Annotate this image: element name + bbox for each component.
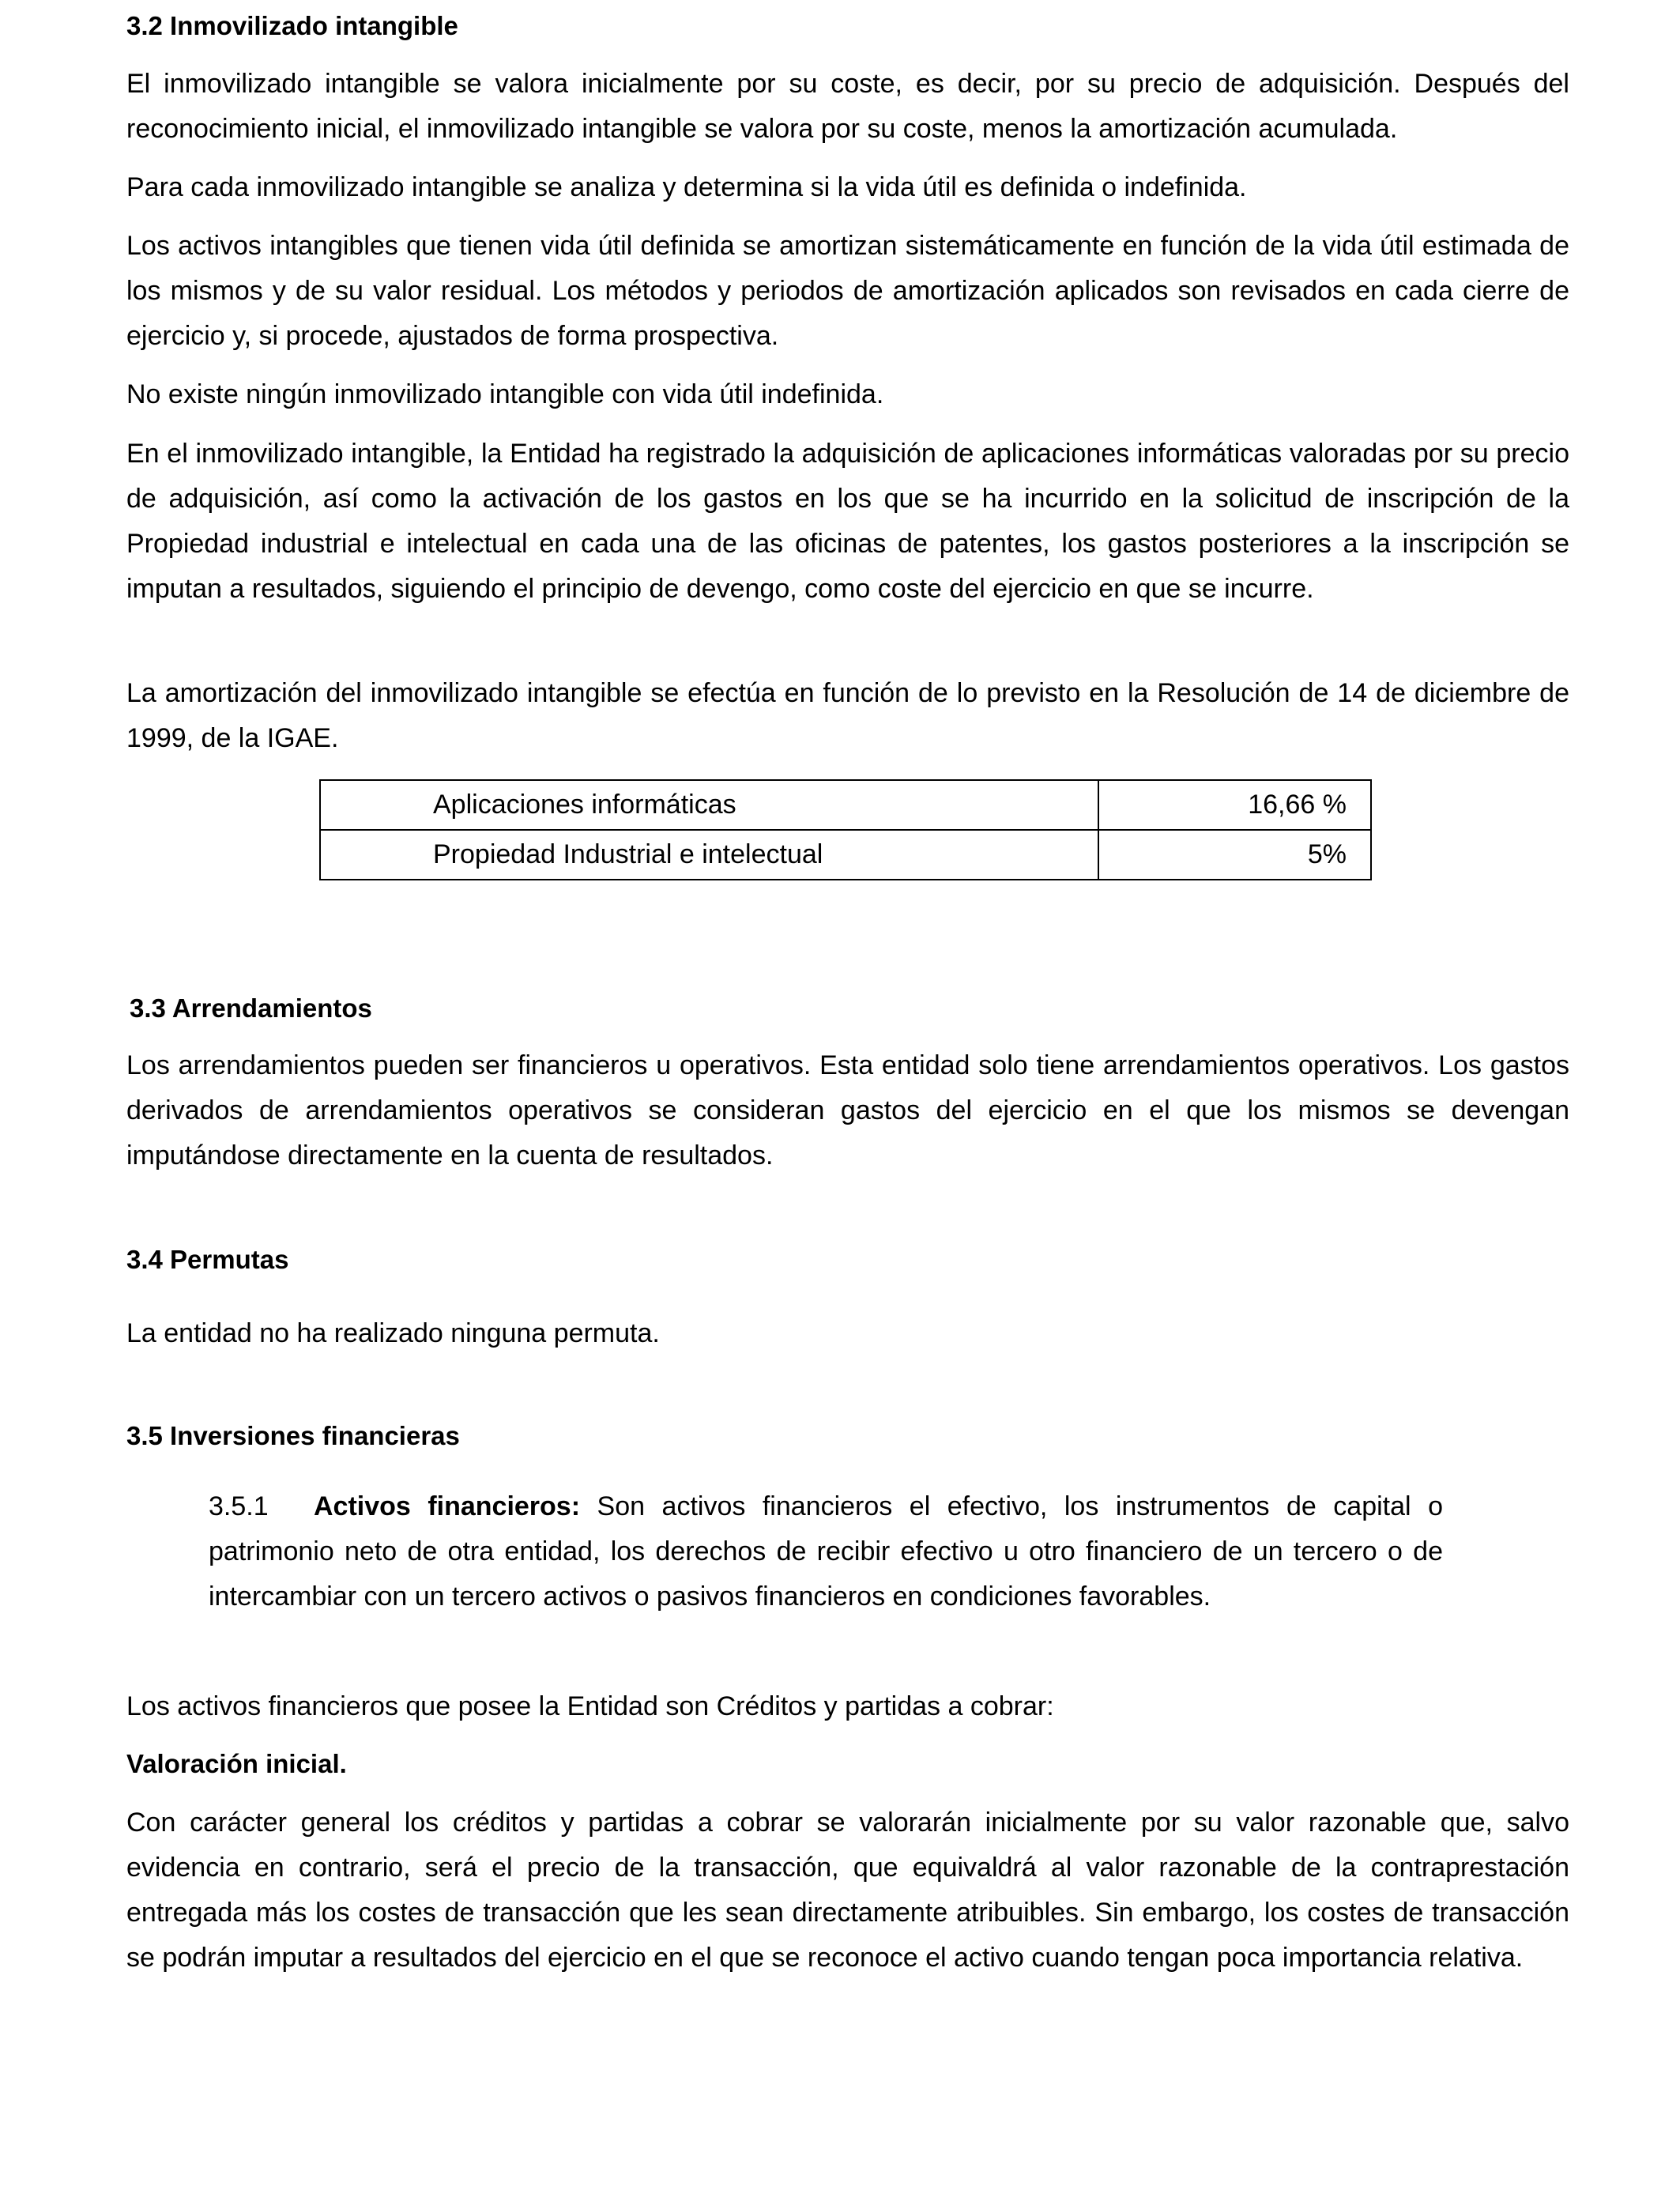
heading-initial-valuation: Valoración inicial.	[126, 1749, 347, 1778]
amortization-rate-cell: 16,66 %	[1098, 780, 1371, 830]
asset-name-cell: Aplicaciones informáticas	[320, 780, 1098, 830]
paragraph-3-4-exchanges: La entidad no ha realizado ninguna permuta.	[126, 1318, 660, 1348]
paragraph-3-5-assets-held: Los activos financieros que posee la Entidad son Créditos y partidas a cobrar:	[126, 1691, 1054, 1721]
subsection-text: Son activos financieros el efectivo, los instrumentos de capital o patrimonio neto de otra entidad, los derechos de recibir efectivo u otro financiero de un tercero o de intercambiar con un tercero activos o pasivos financieros en condiciones favorables.	[209, 1491, 1443, 1612]
asset-name-cell: Propiedad Industrial e intelectual	[320, 830, 1098, 880]
paragraph-3-5-initial-valuation: Con carácter general los créditos y partidas a cobrar se valorarán inicialmente por su valor razonable que, salvo evidencia en contrario, será el precio de la transacción, que equivaldrá al valor razonable de la contraprestación entregada más los costes de transacción que les sean directamente atribuibles. Sin embargo, los costes de transacción se podrán imputar a resultados del ejercicio en el que se reconoce el activo cuando tengan poca importancia relativa.	[126, 1808, 1569, 1973]
section-heading-3-2: 3.2 Inmovilizado intangible	[126, 11, 458, 40]
section-heading-3-5: 3.5 Inversiones financieras	[126, 1421, 460, 1450]
paragraph-3-5-1-financial-assets	[209, 1484, 1443, 1619]
subsection-3-5-1	[209, 1484, 1443, 1619]
section-heading-3-3: 3.3 Arrendamientos	[130, 993, 372, 1023]
amortization-rates-table	[319, 779, 1372, 880]
paragraph-3-2-registered: En el inmovilizado intangible, la Entidad ha registrado la adquisición de aplicaciones informáticas valoradas por su precio de adquisición, así como la activación de los gastos en los que se ha incurrido en la solicitud de inscripción de la Propiedad industrial e intelectual en cada una de las oficinas de patentes, los gastos posteriores a la inscripción se imputan a resultados, siguiendo el principio de devengo, como coste del ejercicio en que se incurre.	[126, 439, 1569, 604]
paragraph-3-2-amortization: Los activos intangibles que tienen vida útil definida se amortizan sistemáticamente en función de la vida útil estimada de los mismos y de su valor residual. Los métodos y periodos de amortización aplicados son revisados en cada cierre de ejercicio y, si procede, ajustados de forma prospectiva.	[126, 231, 1569, 351]
amortization-rate-cell: 5%	[1098, 830, 1371, 880]
paragraph-3-3-leases: Los arrendamientos pueden ser financieros u operativos. Esta entidad solo tiene arrendamientos operativos. Los gastos derivados de arrendamientos operativos se consideran gastos del ejercicio en el que los mismos se devengan imputándose directamente en la cuenta de resultados.	[126, 1050, 1569, 1171]
section-heading-3-4: 3.4 Permutas	[126, 1245, 289, 1274]
paragraph-3-2-initial-valuation: El inmovilizado intangible se valora inicialmente por su coste, es decir, por su precio de adquisición. Después del reconocimiento inicial, el inmovilizado intangible se valora por su coste, menos la amortización acumulada.	[126, 69, 1569, 144]
subsection-title: Activos financieros:	[314, 1491, 581, 1521]
paragraph-3-2-igae: La amortización del inmovilizado intangible se efectúa en función de lo previsto en la Resolución de 14 de diciembre de 1999, de la IGAE.	[126, 678, 1569, 753]
paragraph-3-2-useful-life: Para cada inmovilizado intangible se analiza y determina si la vida útil es definida o indefinida.	[126, 172, 1247, 202]
paragraph-3-2-no-indefinite: No existe ningún inmovilizado intangible con vida útil indefinida.	[126, 379, 884, 409]
subsection-number: 3.5.1	[209, 1491, 269, 1521]
table-row	[320, 780, 1371, 830]
table-row	[320, 830, 1371, 880]
